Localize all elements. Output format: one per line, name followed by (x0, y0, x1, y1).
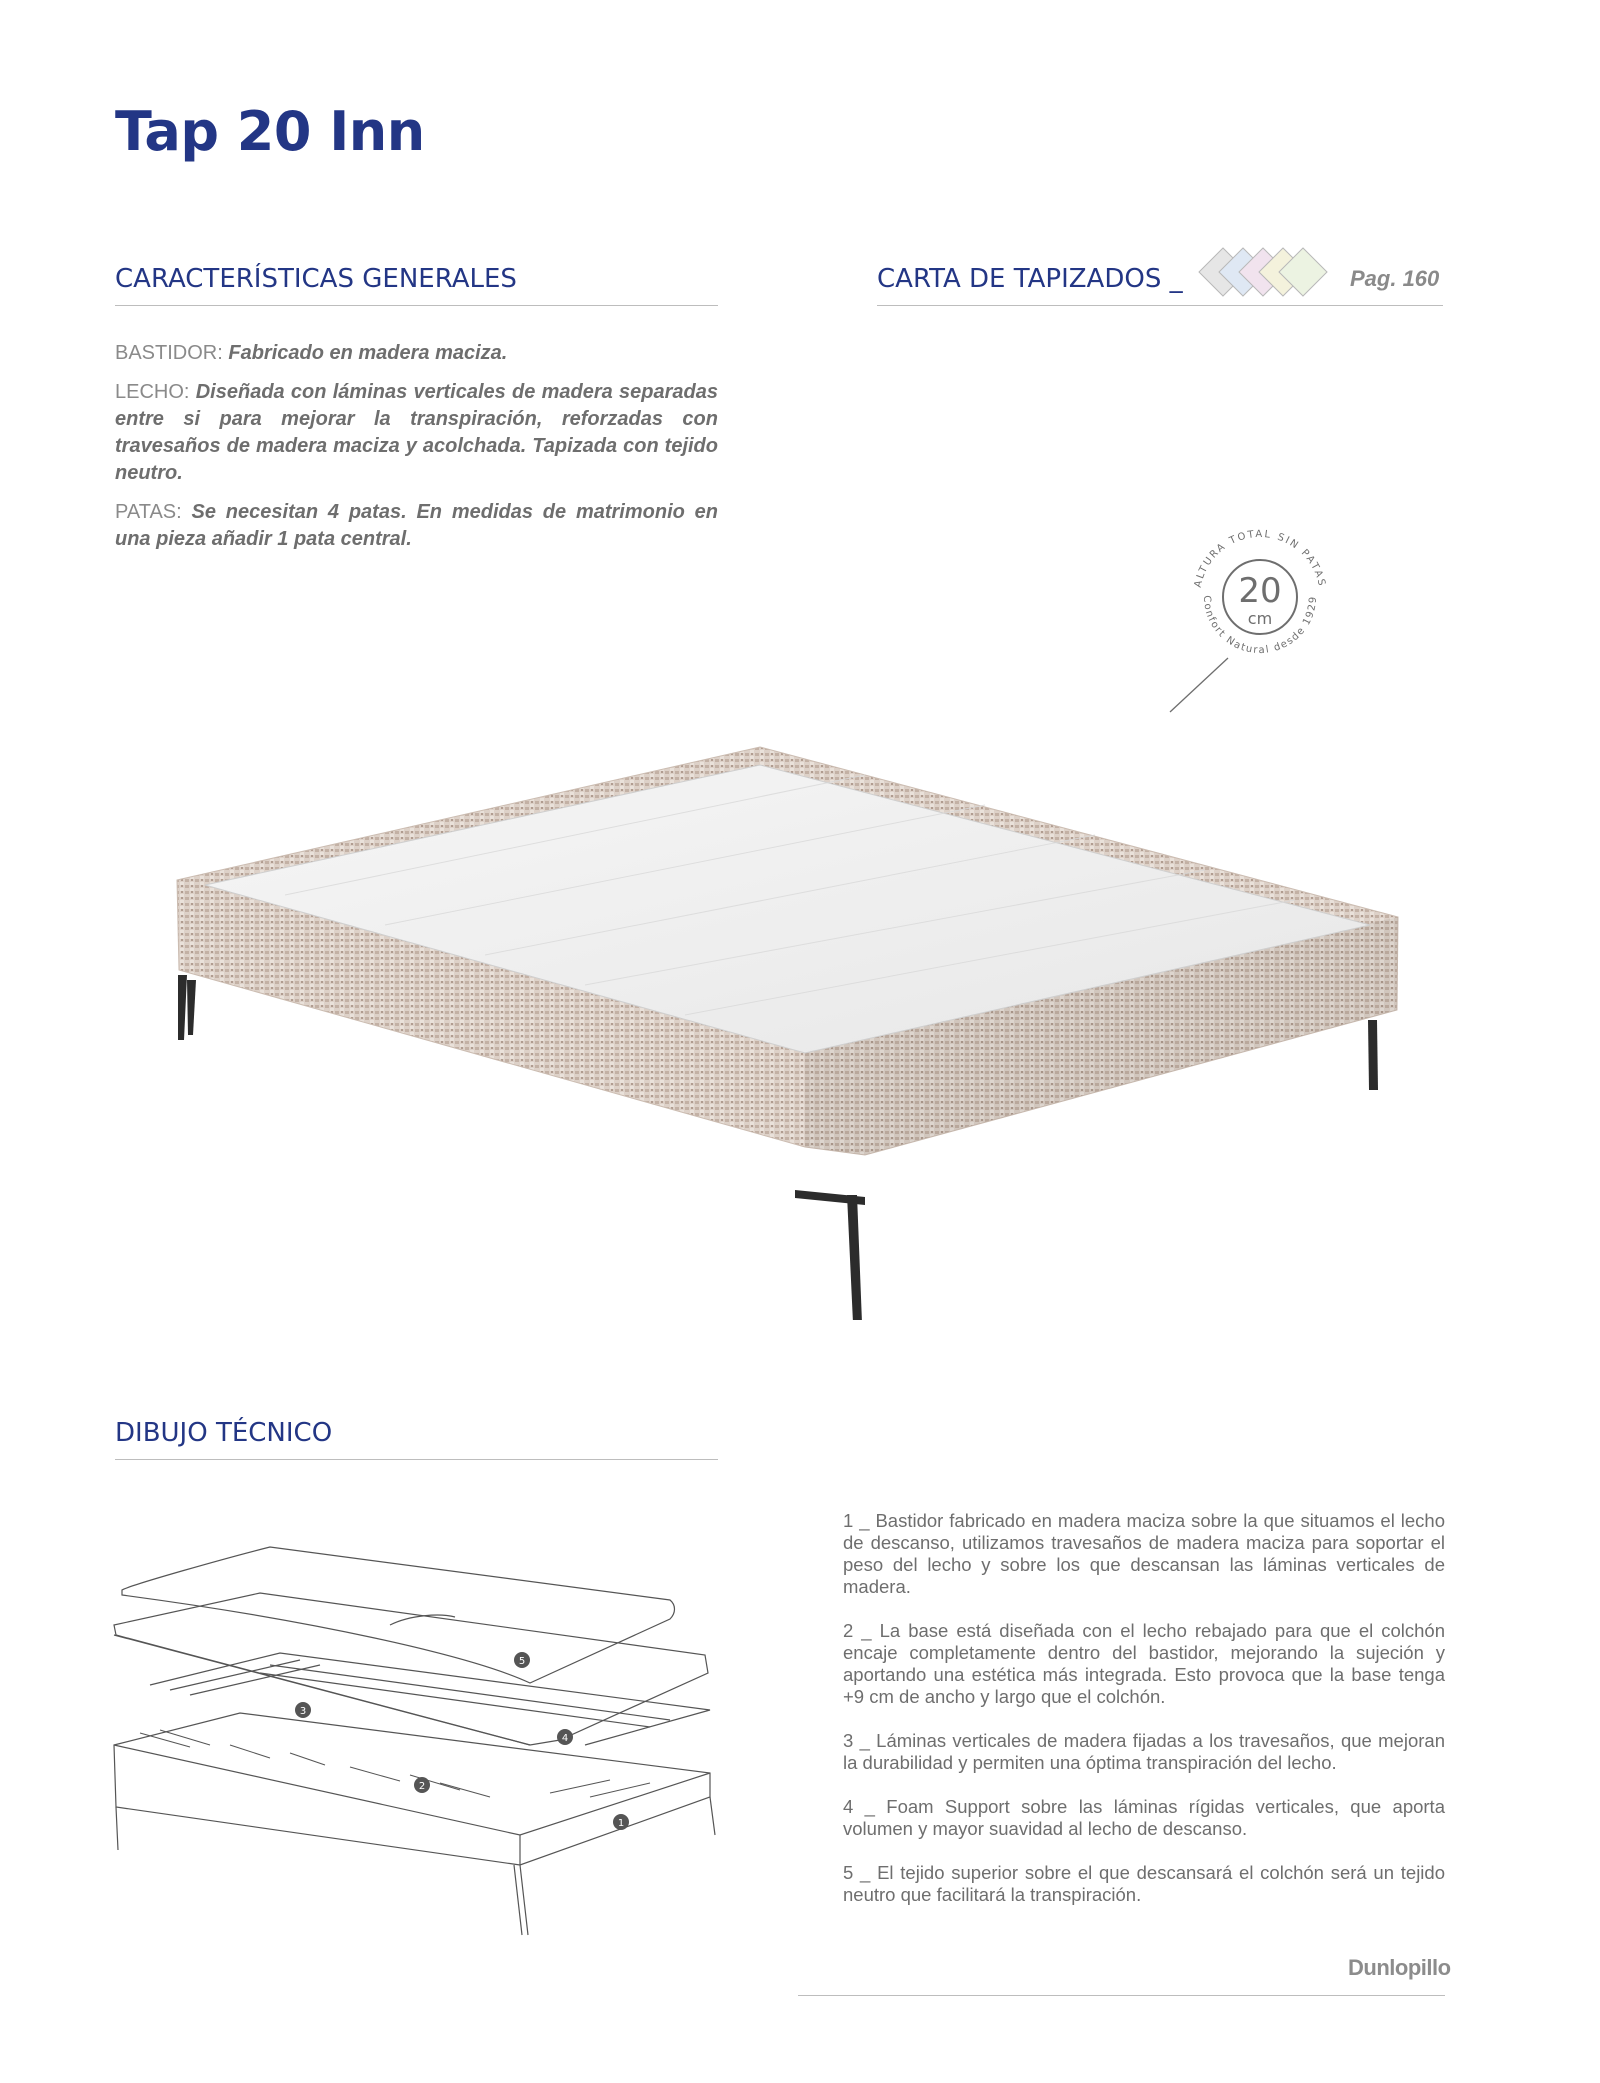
section-general-heading: CARACTERÍSTICAS GENERALES (115, 264, 517, 294)
svg-text:2: 2 (418, 1781, 426, 1792)
svg-text:3: 3 (299, 1706, 307, 1717)
height-badge (1160, 525, 1360, 715)
badge-ring-bottom: Confort Natural desde 1929 (1200, 595, 1320, 657)
note-3: 3 _ Láminas verticales de madera fijadas a los travesaños, que mejoran la durabilidad y permiten una óptima transpiración del lecho. (843, 1730, 1445, 1773)
spec-lecho-key: LECHO: (115, 381, 190, 403)
svg-text:5: 5 (518, 1656, 526, 1667)
spec-list (115, 340, 718, 565)
section-technical-rule (115, 1459, 718, 1460)
note-5: 5 _ El tejido superior sobre el que descansará el colchón será un tejido neutro que facilitará la transpiración. (843, 1862, 1445, 1905)
spec-bastidor (115, 340, 718, 367)
upholstery-page-ref[interactable]: Pag. 160 (1350, 266, 1440, 291)
drawing-label-5 (514, 1652, 530, 1668)
spec-patas-key: PATAS: (115, 501, 182, 523)
product-image (165, 735, 1415, 1320)
page-title: Tap 20 Inn (115, 100, 425, 163)
layer-base (114, 1713, 710, 1865)
badge-ring-top: ALTURA TOTAL SIN PATAS (1192, 528, 1328, 589)
section-upholstery-heading: CARTA DE TAPIZADOS _ (877, 264, 1183, 294)
drawing-label-2 (414, 1777, 430, 1793)
svg-text:1: 1 (617, 1818, 625, 1829)
badge-value: 20 (1238, 571, 1282, 611)
section-general-rule (115, 305, 718, 306)
spec-bastidor-key: BASTIDOR: (115, 342, 223, 364)
spec-lecho-value: Diseñada con láminas verticales de madera separadas entre si para mejorar la transpiración, reforzadas con travesaños de madera maciza y acolchada. Tapizada con tejido neutro. (115, 381, 718, 484)
spec-patas-value: Se necesitan 4 patas. En medidas de matrimonio en una pieza añadir 1 pata central. (115, 501, 718, 550)
upholstery-swatches-icon[interactable] (1195, 244, 1345, 300)
drawing-label-4 (557, 1729, 573, 1745)
section-upholstery-rule (877, 305, 1443, 306)
drawing-label-3 (295, 1702, 311, 1718)
note-1: 1 _ Bastidor fabricado en madera maciza sobre la que situamos el lecho de descanso, utilizamos travesaños de madera maciza para soportar el peso del lecho y sobre los que descansan las láminas verticales de madera. (843, 1510, 1445, 1597)
svg-text:4: 4 (561, 1733, 569, 1744)
note-4: 4 _ Foam Support sobre las láminas rígidas verticales, que aporta volumen y mayor suavidad al lecho de descanso. (843, 1796, 1445, 1839)
section-technical-heading: DIBUJO TÉCNICO (115, 1418, 333, 1448)
technical-notes (843, 1510, 1445, 1928)
brand-logo: Dunlopillo (1348, 1955, 1451, 1980)
spec-bastidor-value: Fabricado en madera maciza. (228, 342, 508, 364)
spec-patas (115, 499, 718, 553)
footer-rule (798, 1995, 1445, 1996)
badge-pointer-line (1170, 658, 1228, 712)
drawing-label-1 (613, 1814, 629, 1830)
layer-fabric (122, 1547, 675, 1683)
swatch-group (1199, 248, 1327, 296)
spec-lecho (115, 379, 718, 487)
badge-unit: cm (1247, 609, 1273, 628)
technical-drawing (110, 1535, 720, 1975)
note-2: 2 _ La base está diseñada con el lecho rebajado para que el colchón encaje completamente dentro del bastidor, mejorando la sujeción y aportando una estética más integrada. Esto provoca que la base tenga +9 cm de ancho y largo que el colchón. (843, 1620, 1445, 1707)
